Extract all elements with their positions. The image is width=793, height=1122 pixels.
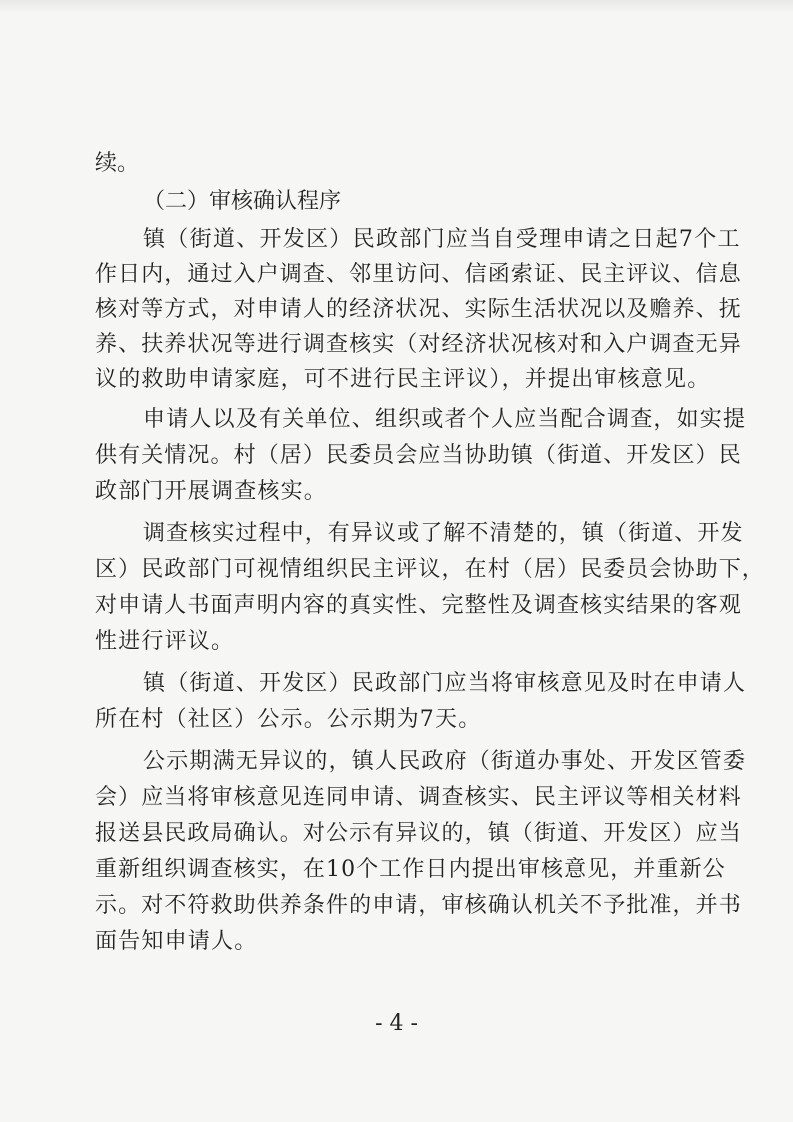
text-line: 面告知申请人。 — [95, 929, 258, 954]
text-line: 对申请人书面声明内容的真实性、完整性及调查核实结果的客观 — [95, 593, 742, 618]
text-line: 调查核实过程中，有异议或了解不清楚的，镇（街道、开发 — [143, 521, 744, 546]
text-line: 续。 — [95, 151, 140, 176]
text-line: 镇（街道、开发区）民政部门应当自受理申请之日起7个工 — [143, 227, 741, 252]
text-line: 供有关情况。村（居）民委员会应当协助镇（街道、开发区）民 — [95, 443, 742, 468]
text-line: 申请人以及有关单位、组织或者个人应当配合调查，如实提 — [143, 407, 747, 432]
text-line: 报送县民政局确认。对公示有异议的，镇（街道、开发区）应当 — [95, 821, 742, 846]
text-line: 区）民政部门可视情组织民主评议，在村（居）民委员会协助下， — [95, 557, 765, 582]
text-line: 养、扶养状况等进行调查核实（对经济状况核对和入户调查无异 — [95, 332, 742, 357]
text-line: 政部门开展调查核实。 — [95, 479, 328, 504]
text-line: 议的救助申请家庭，可不进行民主评议），并提出审核意见。 — [95, 367, 711, 392]
text-line: 公示期满无异议的，镇人民政府（街道办事处、开发区管委 — [143, 749, 747, 774]
page-number: - 4 - — [375, 1011, 418, 1036]
text-line: 作日内，通过入户调查、邻里访问、信函索证、民主评议、信息 — [95, 262, 742, 287]
text-line: 重新组织调查核实，在10个工作日内提出审核意见，并重新公 — [95, 857, 726, 882]
text-line: 性进行评议。 — [95, 629, 235, 654]
text-line: 核对等方式，对申请人的经济状况、实际生活状况以及赡养、抚 — [95, 297, 742, 322]
text-line: 所在村（社区）公示。公示期为7天。 — [95, 707, 482, 732]
text-line: 镇（街道、开发区）民政部门应当将审核意见及时在申请人 — [143, 671, 747, 696]
text-line: 示。对不符救助供养条件的申请，审核确认机关不予批准，并书 — [95, 893, 742, 918]
section-heading: （二）审核确认程序 — [143, 189, 342, 214]
text-line: 会）应当将审核意见连同申请、调查核实、民主评议等相关材料 — [95, 785, 742, 810]
